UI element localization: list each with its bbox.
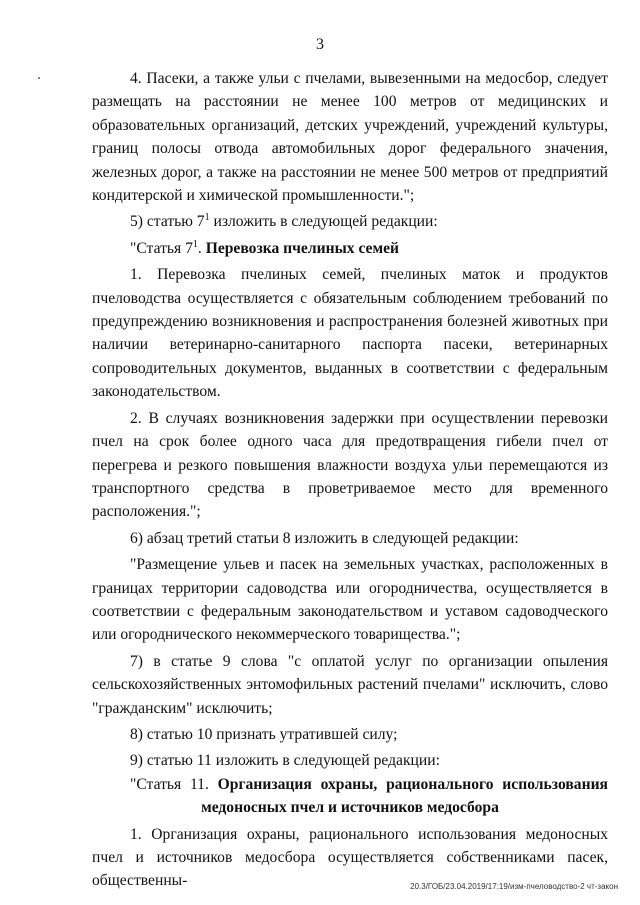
article-7-1-prefix: "Статья 7 <box>130 239 193 257</box>
article-7-1-superscript: 1 <box>192 238 198 250</box>
article-11-heading <box>92 773 608 796</box>
article-11-title-line-2: медоносных пчел и источников медосбора <box>201 799 499 817</box>
paragraph-item-8: 8) статью 10 признать утратившей силу; <box>130 725 398 743</box>
paragraph-item-6-quote: "Размещение ульев и пасек на земельных участках, расположенных в границах территории садоводства или огородничества, осуществляется в соответствии с федеральным законодательством и уставом садоводческого или огороднического некоммерческого товарищества."; <box>92 556 608 644</box>
scan-speck <box>38 77 40 79</box>
item-5-text-end: изложить в следующей редакции: <box>209 213 438 231</box>
paragraph-item-6: 6) абзац третий статьи 8 изложить в следующей редакции: <box>130 529 519 547</box>
paragraph-apiary-distance: 4. Пасеки, а также ульи с пчелами, вывезенными на медосбор, следует размещать на расстоянии не менее 100 метров от медицинских и образовательных организаций, детских учреждений, учреждений культуры, границ полосы отвода автомобильных дорог федерального значения, железных дорог, а также на расстоянии не менее 500 метров от предприятий кондитерской и химической промышленности."; <box>92 70 608 205</box>
article-7-1-paragraph-1: 1. Перевозка пчелиных семей, пчелиных маток и продуктов пчеловодства осуществляется с обязательным соблюдением требований по предупреждению возникновения и распространения болезней животных при наличии ветеринарно-санитарного паспорта пасеки, ветеринарных сопроводительных документов, выданных в соответствии с федеральным законодательством. <box>92 266 608 401</box>
article-7-1-title: Перевозка пчелиных семей <box>205 239 400 257</box>
article-11-prefix: "Статья 11. <box>130 775 218 793</box>
paragraph-item-5 <box>92 210 608 233</box>
paragraph-item-7: 7) в статье 9 слова "с оплатой услуг по организации опыления сельскохозяйственных энтомофильных растений пчелами" исключить, слово "гражданским" исключить; <box>92 652 608 717</box>
article-7-1-heading <box>92 237 608 260</box>
article-7-1-paragraph-2: 2. В случаях возникновения задержки при осуществлении перевозки пчел на срок более одного часа для предотвращения гибели пчел от перегрева и резкого повышения влажности воздуха ульи перемещаются из транспортного средства в проветриваемое место для временного расположения."; <box>92 409 608 521</box>
article-11-title-line-1: Организация охраны, рационального использования <box>217 775 608 793</box>
page-number: 3 <box>316 36 324 53</box>
article-11-title-line-2-row <box>92 796 608 819</box>
paragraph-item-9: 9) статью 11 изложить в следующей редакции: <box>130 752 440 770</box>
article-11-paragraph-1: 1. Организация охраны, рационального использования медоносных пчел и источников медосбора осуществляется собственниками пасек, общественны- <box>92 825 608 890</box>
item-5-text: 5) статью 7 <box>130 213 205 231</box>
article-7-1-dot: . <box>197 239 206 257</box>
item-5-superscript: 1 <box>204 212 210 224</box>
footer-document-code: 20.3/ГОБ/23.04.2019/17:19/изм-пчеловодство-2 чт-закон <box>410 882 618 891</box>
document-body <box>92 67 608 893</box>
